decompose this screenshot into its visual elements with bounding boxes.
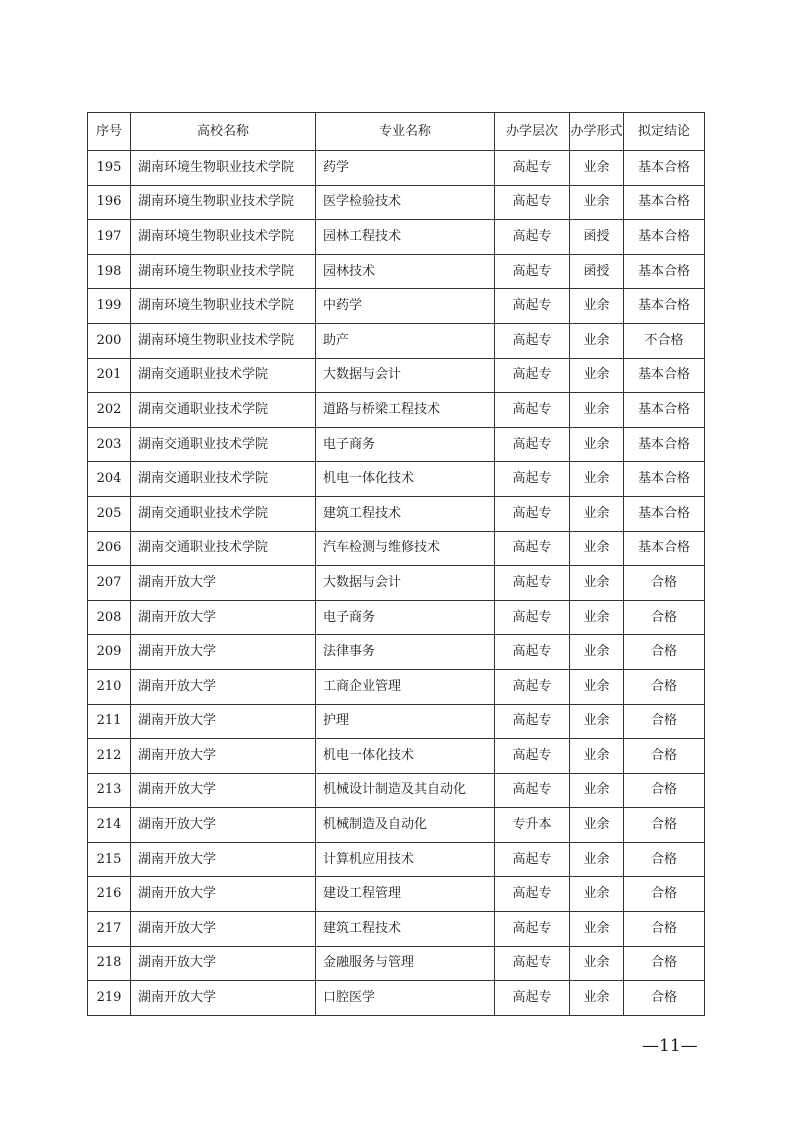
cell-form: 业余 <box>570 427 624 462</box>
cell-conclusion: 合格 <box>624 773 705 808</box>
cell-major: 机械制造及自动化 <box>316 808 495 843</box>
cell-form: 业余 <box>570 185 624 220</box>
cell-major: 园林工程技术 <box>316 220 495 255</box>
cell-conclusion: 合格 <box>624 704 705 739</box>
cell-level: 高起专 <box>495 739 570 774</box>
cell-form: 业余 <box>570 842 624 877</box>
cell-form: 业余 <box>570 600 624 635</box>
header-major: 专业名称 <box>316 113 495 151</box>
cell-school: 湖南开放大学 <box>131 739 316 774</box>
cell-form: 业余 <box>570 739 624 774</box>
table-row <box>88 669 705 704</box>
cell-conclusion: 基本合格 <box>624 185 705 220</box>
table-row <box>88 531 705 566</box>
cell-school: 湖南开放大学 <box>131 669 316 704</box>
table-row <box>88 739 705 774</box>
cell-form: 业余 <box>570 496 624 531</box>
cell-seq: 211 <box>88 704 131 739</box>
table-row <box>88 946 705 981</box>
cell-school: 湖南开放大学 <box>131 946 316 981</box>
cell-form: 业余 <box>570 877 624 912</box>
cell-seq: 197 <box>88 220 131 255</box>
cell-school: 湖南开放大学 <box>131 600 316 635</box>
cell-level: 高起专 <box>495 531 570 566</box>
cell-major: 计算机应用技术 <box>316 842 495 877</box>
cell-school: 湖南开放大学 <box>131 981 316 1016</box>
cell-form: 业余 <box>570 946 624 981</box>
cell-seq: 214 <box>88 808 131 843</box>
cell-school: 湖南交通职业技术学院 <box>131 531 316 566</box>
cell-major: 机械设计制造及其自动化 <box>316 773 495 808</box>
cell-conclusion: 不合格 <box>624 323 705 358</box>
table-row <box>88 289 705 324</box>
cell-seq: 215 <box>88 842 131 877</box>
cell-level: 高起专 <box>495 635 570 670</box>
cell-conclusion: 基本合格 <box>624 254 705 289</box>
table-row <box>88 462 705 497</box>
cell-level: 高起专 <box>495 462 570 497</box>
cell-seq: 202 <box>88 393 131 428</box>
cell-level: 高起专 <box>495 773 570 808</box>
cell-major: 助产 <box>316 323 495 358</box>
cell-school: 湖南开放大学 <box>131 773 316 808</box>
cell-school: 湖南环境生物职业技术学院 <box>131 185 316 220</box>
cell-major: 电子商务 <box>316 427 495 462</box>
cell-level: 高起专 <box>495 254 570 289</box>
cell-seq: 218 <box>88 946 131 981</box>
table-row <box>88 981 705 1016</box>
cell-major: 道路与桥梁工程技术 <box>316 393 495 428</box>
cell-school: 湖南环境生物职业技术学院 <box>131 254 316 289</box>
cell-conclusion: 基本合格 <box>624 289 705 324</box>
cell-seq: 216 <box>88 877 131 912</box>
cell-level: 高起专 <box>495 323 570 358</box>
table-row <box>88 496 705 531</box>
cell-school: 湖南开放大学 <box>131 912 316 947</box>
cell-form: 业余 <box>570 773 624 808</box>
cell-level: 高起专 <box>495 393 570 428</box>
cell-conclusion: 合格 <box>624 600 705 635</box>
cell-major: 园林技术 <box>316 254 495 289</box>
cell-major: 电子商务 <box>316 600 495 635</box>
table-row <box>88 358 705 393</box>
cell-conclusion: 合格 <box>624 808 705 843</box>
evaluation-table <box>87 112 705 1016</box>
table-row <box>88 427 705 462</box>
cell-form: 业余 <box>570 289 624 324</box>
table-body <box>88 151 705 1016</box>
page-number: —11— <box>642 1036 698 1056</box>
cell-major: 中药学 <box>316 289 495 324</box>
cell-conclusion: 合格 <box>624 981 705 1016</box>
cell-major: 建筑工程技术 <box>316 496 495 531</box>
cell-seq: 198 <box>88 254 131 289</box>
cell-seq: 201 <box>88 358 131 393</box>
cell-major: 大数据与会计 <box>316 358 495 393</box>
cell-major: 建设工程管理 <box>316 877 495 912</box>
table-row <box>88 323 705 358</box>
cell-level: 高起专 <box>495 220 570 255</box>
cell-major: 大数据与会计 <box>316 566 495 601</box>
cell-school: 湖南交通职业技术学院 <box>131 462 316 497</box>
cell-seq: 207 <box>88 566 131 601</box>
table-row <box>88 600 705 635</box>
cell-level: 高起专 <box>495 912 570 947</box>
table-row <box>88 254 705 289</box>
cell-level: 高起专 <box>495 981 570 1016</box>
cell-level: 高起专 <box>495 842 570 877</box>
cell-conclusion: 合格 <box>624 566 705 601</box>
cell-school: 湖南交通职业技术学院 <box>131 393 316 428</box>
cell-conclusion: 基本合格 <box>624 496 705 531</box>
cell-level: 高起专 <box>495 669 570 704</box>
table-row <box>88 877 705 912</box>
cell-major: 机电一体化技术 <box>316 739 495 774</box>
cell-level: 高起专 <box>495 358 570 393</box>
header-conclusion: 拟定结论 <box>624 113 705 151</box>
cell-seq: 209 <box>88 635 131 670</box>
cell-major: 法律事务 <box>316 635 495 670</box>
cell-level: 高起专 <box>495 289 570 324</box>
cell-conclusion: 基本合格 <box>624 531 705 566</box>
cell-form: 业余 <box>570 981 624 1016</box>
cell-form: 业余 <box>570 151 624 186</box>
cell-school: 湖南环境生物职业技术学院 <box>131 323 316 358</box>
header-form: 办学形式 <box>570 113 624 151</box>
cell-school: 湖南开放大学 <box>131 566 316 601</box>
cell-form: 业余 <box>570 358 624 393</box>
cell-level: 高起专 <box>495 151 570 186</box>
table-row <box>88 393 705 428</box>
cell-level: 高起专 <box>495 704 570 739</box>
cell-seq: 217 <box>88 912 131 947</box>
table-row <box>88 773 705 808</box>
table-row <box>88 704 705 739</box>
cell-form: 业余 <box>570 635 624 670</box>
cell-conclusion: 合格 <box>624 946 705 981</box>
cell-seq: 203 <box>88 427 131 462</box>
cell-seq: 199 <box>88 289 131 324</box>
cell-conclusion: 合格 <box>624 877 705 912</box>
cell-school: 湖南开放大学 <box>131 808 316 843</box>
cell-conclusion: 合格 <box>624 669 705 704</box>
cell-seq: 205 <box>88 496 131 531</box>
cell-level: 高起专 <box>495 427 570 462</box>
header-school: 高校名称 <box>131 113 316 151</box>
cell-major: 汽车检测与维修技术 <box>316 531 495 566</box>
cell-school: 湖南环境生物职业技术学院 <box>131 289 316 324</box>
cell-school: 湖南交通职业技术学院 <box>131 427 316 462</box>
cell-conclusion: 合格 <box>624 842 705 877</box>
cell-major: 护理 <box>316 704 495 739</box>
cell-seq: 196 <box>88 185 131 220</box>
cell-level: 专升本 <box>495 808 570 843</box>
cell-conclusion: 基本合格 <box>624 358 705 393</box>
cell-major: 口腔医学 <box>316 981 495 1016</box>
cell-seq: 213 <box>88 773 131 808</box>
cell-major: 医学检验技术 <box>316 185 495 220</box>
cell-level: 高起专 <box>495 496 570 531</box>
cell-school: 湖南开放大学 <box>131 704 316 739</box>
cell-form: 业余 <box>570 912 624 947</box>
cell-form: 业余 <box>570 566 624 601</box>
cell-form: 业余 <box>570 393 624 428</box>
cell-school: 湖南开放大学 <box>131 842 316 877</box>
table-row <box>88 912 705 947</box>
cell-conclusion: 基本合格 <box>624 220 705 255</box>
cell-conclusion: 合格 <box>624 912 705 947</box>
cell-school: 湖南交通职业技术学院 <box>131 496 316 531</box>
cell-form: 函授 <box>570 254 624 289</box>
cell-major: 机电一体化技术 <box>316 462 495 497</box>
cell-form: 业余 <box>570 669 624 704</box>
cell-seq: 204 <box>88 462 131 497</box>
table-row <box>88 842 705 877</box>
cell-major: 金融服务与管理 <box>316 946 495 981</box>
cell-major: 工商企业管理 <box>316 669 495 704</box>
table-row <box>88 185 705 220</box>
cell-conclusion: 基本合格 <box>624 427 705 462</box>
cell-conclusion: 基本合格 <box>624 151 705 186</box>
cell-seq: 219 <box>88 981 131 1016</box>
cell-conclusion: 合格 <box>624 635 705 670</box>
cell-school: 湖南开放大学 <box>131 635 316 670</box>
cell-seq: 210 <box>88 669 131 704</box>
cell-seq: 212 <box>88 739 131 774</box>
cell-conclusion: 合格 <box>624 739 705 774</box>
cell-form: 函授 <box>570 220 624 255</box>
cell-level: 高起专 <box>495 877 570 912</box>
cell-level: 高起专 <box>495 600 570 635</box>
cell-major: 药学 <box>316 151 495 186</box>
table-row <box>88 635 705 670</box>
cell-level: 高起专 <box>495 946 570 981</box>
cell-school: 湖南开放大学 <box>131 877 316 912</box>
cell-school: 湖南环境生物职业技术学院 <box>131 151 316 186</box>
table-row <box>88 808 705 843</box>
header-seq: 序号 <box>88 113 131 151</box>
cell-school: 湖南交通职业技术学院 <box>131 358 316 393</box>
table-row <box>88 151 705 186</box>
cell-conclusion: 基本合格 <box>624 393 705 428</box>
cell-form: 业余 <box>570 323 624 358</box>
cell-conclusion: 基本合格 <box>624 462 705 497</box>
header-row <box>88 113 705 151</box>
cell-school: 湖南环境生物职业技术学院 <box>131 220 316 255</box>
cell-seq: 195 <box>88 151 131 186</box>
cell-seq: 206 <box>88 531 131 566</box>
table-row <box>88 220 705 255</box>
cell-form: 业余 <box>570 704 624 739</box>
cell-form: 业余 <box>570 462 624 497</box>
table-row <box>88 566 705 601</box>
cell-form: 业余 <box>570 531 624 566</box>
cell-major: 建筑工程技术 <box>316 912 495 947</box>
cell-seq: 208 <box>88 600 131 635</box>
cell-level: 高起专 <box>495 185 570 220</box>
cell-form: 业余 <box>570 808 624 843</box>
cell-seq: 200 <box>88 323 131 358</box>
cell-level: 高起专 <box>495 566 570 601</box>
header-level: 办学层次 <box>495 113 570 151</box>
